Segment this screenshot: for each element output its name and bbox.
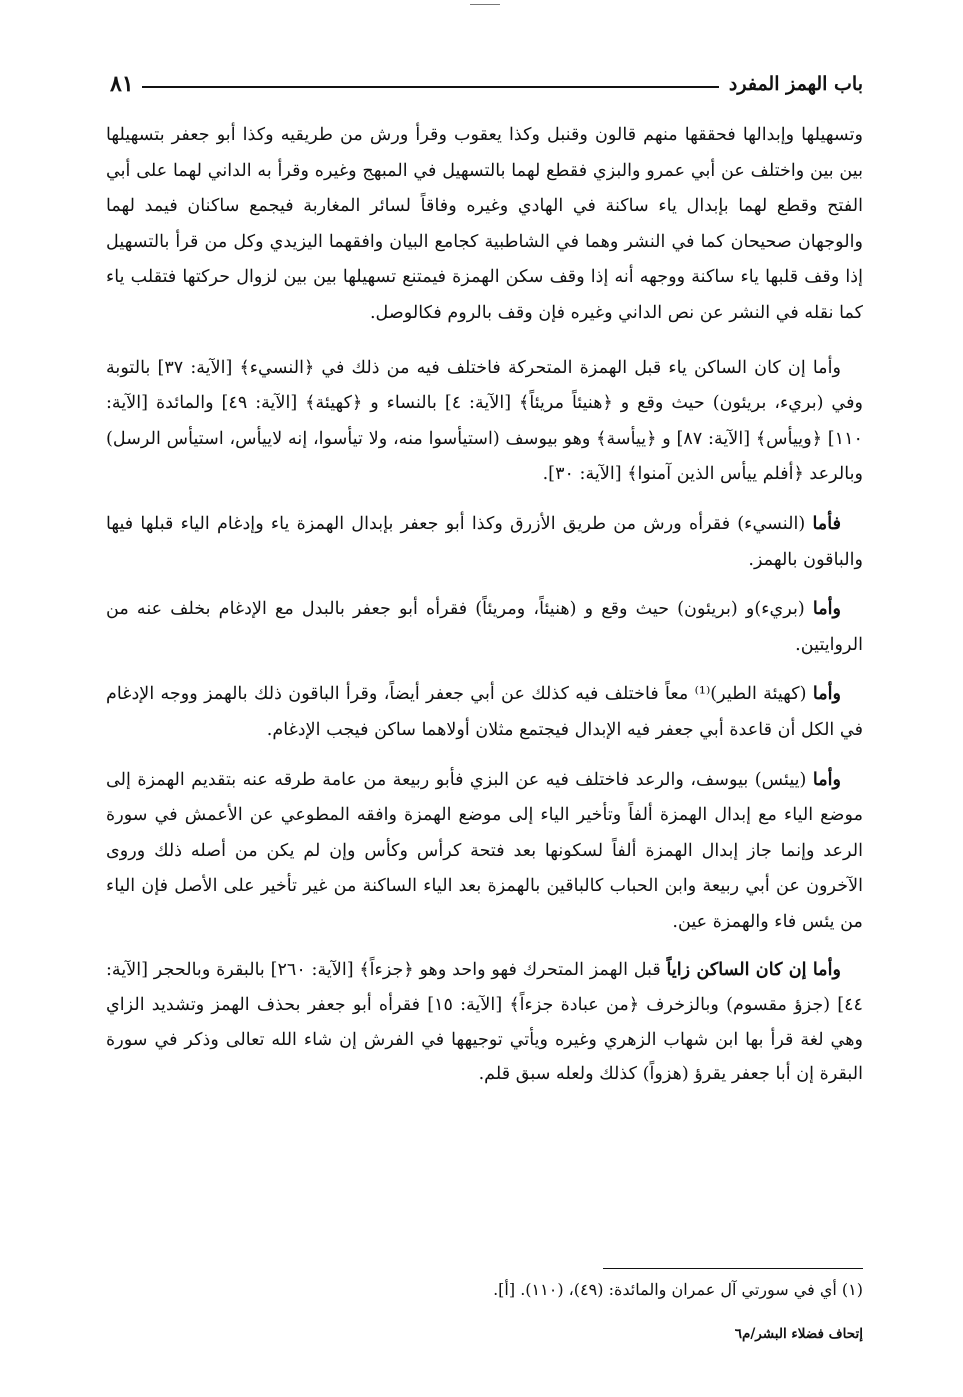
page-number: ٨١ (110, 71, 134, 97)
chapter-title: باب الهمز المفرد (728, 73, 863, 95)
paragraph-text: وتسهيلها وإبدالها فحققها منهم قالون وقنبل وكذا يعقوب وقرأ ورش من طريقيه وكذا أبو جعفر بتسهيلها بين بين واختلف عن أبي عمرو والبزي فقطع لهما بالتسهيل في المبهج وغيره وقرأ به الداني لهما على أبي الفتح وقطع لهما بإبدال ياء ساكنة في الهادي وغيره وفاقاً لسائر المغاربة فيجمع ساكنان فيمد لهما والوجهان صحيحان كما في النشر وهما في الشاطبية كجامع البيان وافقهما اليزيدي وكل من قرأ بالتسهيل إذا وقف قلبها ياء ساكنة ووجهه أنه إذا وقف سكن الهمزة فيمتنع تسهيلها بين بين لزوال حركتها فتقلب ياء كما نقله في النشر عن نص الداني وغيره فإن وقف بالروم فكالوصل. (106, 125, 863, 323)
paragraph (106, 591, 863, 663)
footnote-rule (603, 1268, 863, 1269)
paragraph-text: (بريء)و (بريئون) حيث وقع و (هنيئاً، ومريئاً) فقرأه أبو جعفر بالبدل مع الإدغام بخلف عنه من الروايتين. (106, 599, 863, 655)
paragraph (106, 676, 863, 748)
footnote: (١) أي في سورتي آل عمران والمائدة: (٤٩)، (١١٠). [أ]. (493, 1280, 863, 1299)
paragraph-lead: وأما (812, 598, 841, 620)
paragraph (106, 118, 863, 332)
paragraph-lead: وأما (812, 768, 841, 790)
paragraph-text: وأما إن كان الساكن ياء قبل الهمزة المتحركة فاختلف فيه من ذلك في ﴿النسيء﴾ [الآية: ٣٧] بالتوبة وفي (بريء، بريئون) حيث وقع و ﴿هنيئاً مريئاً﴾ [الآية: ٤] بالنساء و ﴿كهيئة﴾ [الآية: ٤٩] والمائدة [الآية: ١١٠] ﴿وييأس﴾ [الآية: ٨٧] و ﴿ييأسة﴾ وهو بيوسف (استيأسوا منه، ولا تيأسوا، إنه لاييأس، استيأس الرسل) وبالرعد ﴿أفلم ييأس الذين آمنوا﴾ [الآية: ٣٠]. (106, 357, 863, 485)
paragraph-text: (كهيئة الطير)⁽¹⁾ معاً فاختلف فيه كذلك عن أبي جعفر أيضاً، وقرأ الباقون ذلك بالهمز ووجه الإدغام في الكل أن قاعدة أبي جعفر فيه الإبدال فيجتمع مثلان أولاهما ساكن فيجب الإدغام. (106, 684, 863, 740)
page-header (110, 66, 863, 102)
printer-signature: إتحاف فضلاء البشر/م٦ (734, 1326, 863, 1342)
paragraph (106, 506, 863, 578)
paragraph (106, 953, 863, 1091)
paragraph-text: (النسيء) فقرأه ورش من طريق الأزرق وكذا أبو جعفر بإبدال الهمزة ياء وإدغام الياء قبلها فيها والباقون بالهمز. (106, 513, 863, 570)
paragraph-lead: وأما (812, 683, 841, 705)
header-rule (142, 86, 719, 88)
paragraph (106, 762, 863, 941)
paragraph-lead: وأما إن كان الساكن زاياً (666, 959, 841, 981)
paragraph (106, 351, 863, 493)
paragraph-text: (ييئس) بيوسف، والرعد فاختلف فيه عن البزي فأبو ربيعة من عامة طرقه عنه بتقديم الهمزة إلى موضع الياء مع إبدال الهمزة ألفاً وتأخير الياء إلى موضع الهمزة وافقه المطوعي عن الأعمش في سورة الرعد وإنما جاز إبدال الهمزة ألفاً لسكونها بعد فتحة كرأس وكأس وإن لم يكن من أصله ذلك وروى الآخرون عن أبي ربيعة وابن الحباب كالباقين بالهمزة بعد الياء الساكنة من غير تأخير على الأصل فإن الياء من يئس فاء والهمزة عين. (106, 769, 863, 932)
paragraph-text: قبل الهمز المتحرك فهو واحد وهو ﴿جزءاً﴾ [الآية: ٢٦٠] بالبقرة وبالحجر [الآية: ٤٤] (جزؤ مقسوم) وبالزخرف ﴿من عبادة جزءاً﴾ [الآية: ١٥] فقرأه أبو جعفر بحذف الهمز وتشديد الزاي وهي لغة قرأ بها ابن شهاب الزهري وغيره ويأتي توجيهها في الفرش إن شاء الله تعالى وذكر في سورة البقرة إن أبا جعفر يقرؤ (هزواً) كذلك ولعله سبق قلم. (106, 960, 863, 1085)
scan-top-mark (470, 4, 500, 5)
paragraph-lead: فأما (812, 512, 841, 534)
body-text (106, 118, 863, 1105)
